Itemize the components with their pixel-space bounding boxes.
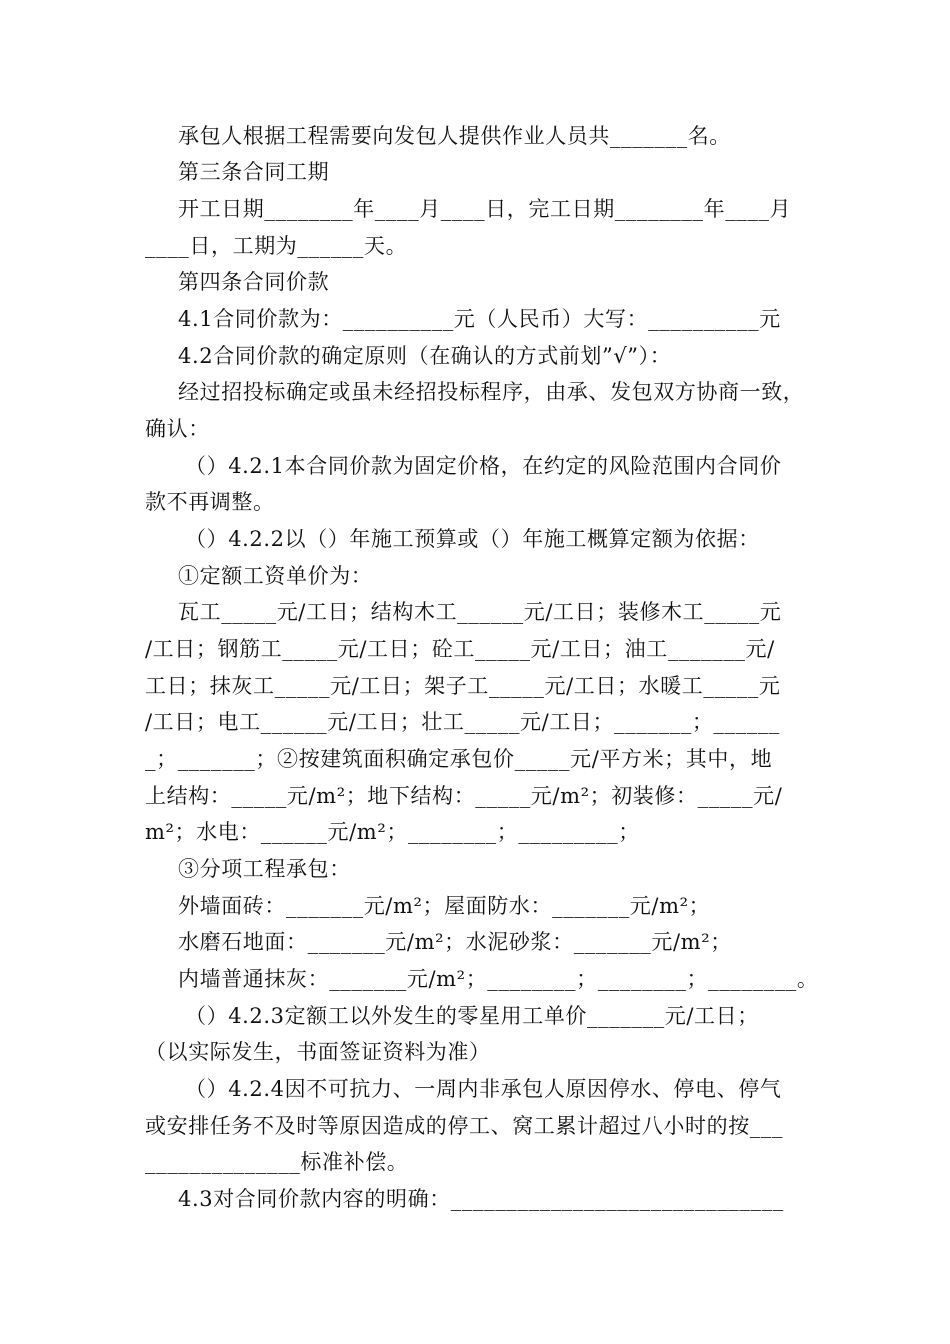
clause-4-2-4-cont: 或安排任务不及时等原因造成的停工、窝工累计超过八小时的按___ — [145, 1114, 784, 1138]
area-price-line-3: m²；水电：______元/m²；________；_________； — [145, 820, 640, 844]
sub-item-line-2: 水磨石地面：_______元/m²；水泥砂浆：_______元/m²； — [178, 930, 732, 954]
sub-item-line-3: 内墙普通抹灰：_______元/m²；________；________；________。 — [178, 967, 819, 991]
clause-4-2-4: （）4.2.4因不可抗力、一周内非承包人原因停水、停电、停气 — [185, 1077, 782, 1101]
paragraph-bidding-cont: 确认： — [145, 417, 210, 441]
wage-rate-line-2: /工日；钢筋工_____元/工日；砼工_____元/工日；油工_______元/ — [145, 637, 775, 661]
sub-item-line-1: 外墙面砖：_______元/m²；屋面防水：_______元/m²； — [178, 894, 711, 918]
duration-line: ____日，工期为______天。 — [145, 234, 408, 258]
clause-4-2: 4.2合同价款的确定原则（在确认的方式前划”√”）： — [178, 344, 672, 368]
clause-4-3: 4.3对合同价款内容的明确：______________________________ — [178, 1187, 784, 1211]
start-date-line: 开工日期________年____月____日，完工日期________年____月 — [178, 197, 792, 221]
wage-rate-line-1: 瓦工_____元/工日；结构木工______元/工日；装修木工_____元 — [178, 600, 782, 624]
article-3-heading: 第三条合同工期 — [178, 160, 330, 184]
clause-4-2-3: （）4.2.3定额工以外发生的零星用工单价_______元/工日； — [185, 1004, 759, 1028]
clause-4-1: 4.1合同价款为：__________元（人民币）大写：__________元 — [178, 307, 781, 331]
article-4-heading: 第四条合同价款 — [178, 270, 330, 294]
paragraph-bidding: 经过招投标确定或虽未经招投标程序，由承、发包双方协商一致， — [178, 380, 805, 404]
clause-4-2-2: （）4.2.2以（）年施工预算或（）年施工概算定额为依据： — [185, 527, 760, 551]
wage-rate-line-3: 工日；抹灰工_____元/工日；架子工_____元/工日；水暖工_____元 — [145, 674, 781, 698]
area-price-line-2: 上结构：_____元/m²；地下结构：_____元/m²；初装修：_____元/ — [145, 784, 783, 808]
clause-4-2-3-cont: （以实际发生，书面签证资料为准） — [145, 1040, 491, 1064]
wage-rate-line-4: /工日；电工______元/工日；壮工_____元/工日；_______；______ — [145, 710, 781, 734]
clause-workers-line: 承包人根据工程需要向发包人提供作业人员共_______名。 — [178, 124, 731, 148]
clause-4-2-4-end: ______________标准补偿。 — [145, 1150, 409, 1174]
sub-item-heading: ③分项工程承包： — [178, 857, 351, 881]
wage-rate-heading: ①定额工资单价为： — [178, 564, 373, 588]
clause-4-2-1-cont: 款不再调整。 — [145, 490, 275, 514]
clause-4-2-1: （）4.2.1本合同价款为固定价格，在约定的风险范围内合同价 — [185, 454, 782, 478]
area-price-line-1: _；_______；②按建筑面积确定承包价_____元/平方米；其中，地 — [145, 747, 773, 771]
